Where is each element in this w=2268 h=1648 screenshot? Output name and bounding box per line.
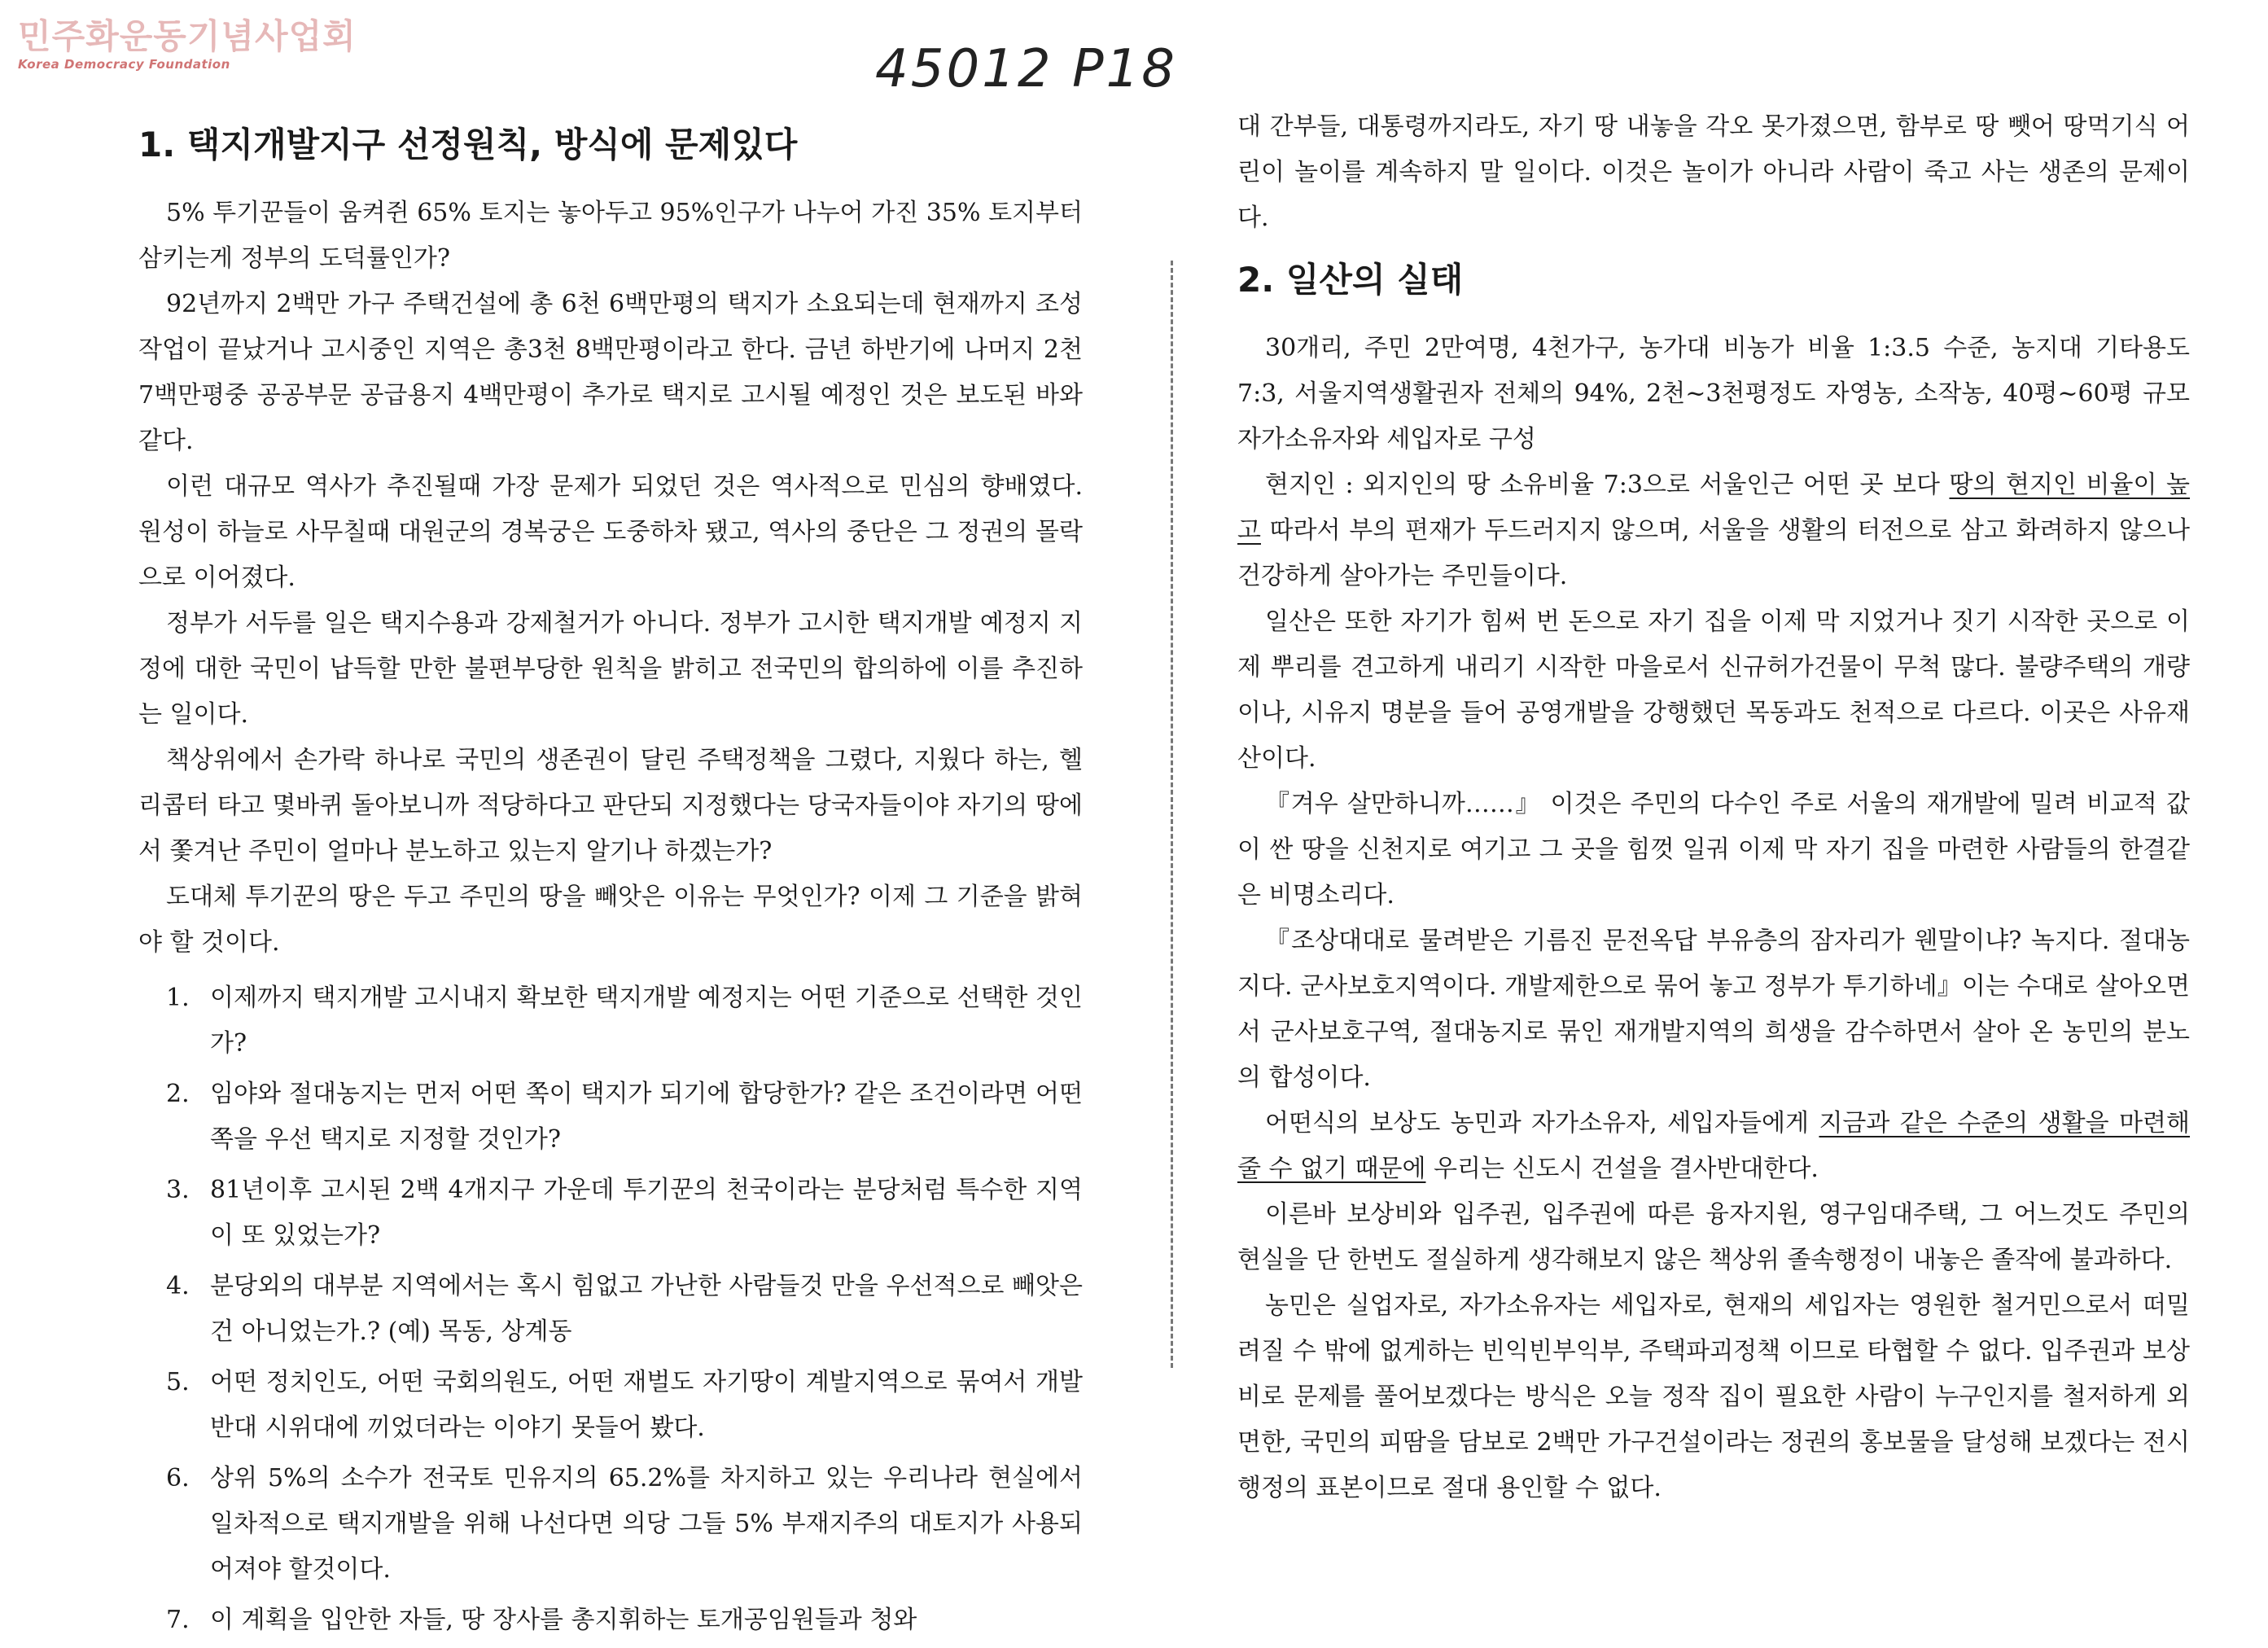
handwritten-note: 45012 P18 [875,39,1177,99]
right-column [1237,104,2190,1511]
paragraph: 도대체 투기꾼의 땅은 두고 주민의 땅을 빼앗은 이유는 무엇인가? 이제 그 기준을 밝혀야 할 것이다. [138,883,1083,957]
section-1-heading: 1. 택지개발지구 선정원칙, 방식에 문제있다 [138,125,798,164]
section-2-heading: 2. 일산의 실태 [1237,260,1464,300]
list-text: 상위 5%의 소수가 전국토 민유지의 65.2%를 차지하고 있는 우리나라 현실에서 일차적으로 택지개발을 위해 나선다면 의당 그들 5% 부재지주의 대토지가 사용되어져야 할것이다. [210,1464,1083,1584]
list-number: 7. [166,1606,190,1634]
paragraph: 이런 대규모 역사가 추진될때 가장 문제가 되었던 것은 역사적으로 민심의 향배였다. 원성이 하늘로 사무칠때 대원군의 경복궁은 도중하차 됐고, 역사의 중단은 그 정권의 몰락으로 이어졌다. [138,472,1083,592]
continued-paragraph: 대 간부들, 대통령까지라도, 자기 땅 내놓을 각오 못가졌으면, 함부로 땅 뺏어 땅먹기식 어린이 놀이를 계속하지 말 일이다. 이것은 놀이가 아니라 사람이 죽고 사는 생존의 문제이다. [1237,112,2190,232]
list-item [138,1264,1083,1355]
list-text: 분당외의 대부분 지역에서는 혹시 힘없고 가난한 사람들것 만을 우선적으로 빼앗은건 아니었는가.? (예) 목동, 상계동 [210,1272,1083,1346]
text-run: 현지인 : 외지인의 땅 소유비율 7:3으로 서울인근 어떤 곳 보다 [1265,471,1950,499]
paragraph: 『조상대대로 물려받은 기름진 문전옥답 부유층의 잠자리가 웬말이냐? 녹지다. 절대농지다. 군사보호지역이다. 개발제한으로 묶어 놓고 정부가 투기하네』이는 수대로 살아오면서 군사보호구역, 절대농지로 묶인 재개발지역의 희생을 감수하면서 살아 온 농민의 분노의 합성이다. [1237,927,2190,1092]
list-item [138,975,1083,1067]
list-item [138,1360,1083,1451]
paragraph [1237,1101,2190,1192]
list-text: 81년이후 고시된 2백 4개지구 가운데 투기꾼의 천국이라는 분당처럼 특수한 지역이 또 있었는가? [210,1176,1083,1250]
underlined-text: 땅의 현지인 비율이 높고 [1237,471,2190,545]
foundation-watermark [18,16,357,72]
list-number: 2. [166,1080,190,1108]
paragraph: 일산은 또한 자기가 힘써 번 돈으로 자기 집을 이제 막 지었거나 짓기 시작한 곳으로 이제 뿌리를 견고하게 내리기 시작한 마을로서 신규허가건물이 무척 많다. 불량주택의 개량이나, 시유지 명분을 들어 공영개발을 강행했던 목동과도 천적으로 다르다. 이곳은 사유재산이다. [1237,607,2190,773]
underlined-text: 지금과 같은 수준의 생활을 마련해 줄 수 없기 때문에 [1237,1109,2191,1183]
list-item [138,1456,1083,1593]
watermark-korean: 민주화운동기념사업회 [18,16,357,56]
list-item [138,1072,1083,1163]
list-text: 임야와 절대농지는 먼저 어떤 쪽이 택지가 되기에 합당한가? 같은 조건이라면 어떤 쪽을 우선 택지로 지정할 것인가? [210,1080,1083,1154]
paragraph: 92년까지 2백만 가구 주택건설에 총 6천 6백만평의 택지가 소요되는데 현재까지 조성작업이 끝났거나 고시중인 지역은 총3천 8백만평이라고 한다. 금년 하반기에 나머지 2천 7백만평중 공공부문 공급용지 4백만평이 추가로 택지로 고시될 예정인 것은 보도된 바와 같다. [138,290,1083,455]
list-text: 이 계획을 입안한 자들, 땅 장사를 총지휘하는 토개공임원들과 청와 [210,1606,917,1634]
list-item [138,1168,1083,1259]
list-number: 4. [166,1272,190,1300]
list-text: 이제까지 택지개발 고시내지 확보한 택지개발 예정지는 어떤 기준으로 선택한 것인가? [210,984,1083,1058]
criteria-list [138,975,1083,1643]
text-run: 우리는 신도시 건설을 결사반대한다. [1425,1155,1819,1183]
list-number: 5. [166,1368,190,1396]
text-run: 따라서 부의 편재가 두드러지지 않으며, 서울을 생활의 터전으로 삼고 화려하지 않으나 건강하게 살아가는 주민들이다. [1237,516,2190,590]
paragraph [1237,462,2190,599]
list-item [138,1598,1083,1643]
paragraph: 농민은 실업자로, 자가소유자는 세입자로, 현재의 세입자는 영원한 철거민으로서 떠밀려질 수 밖에 없게하는 빈익빈부익부, 주택파괴정책 이므로 타협할 수 없다. 입주권과 보상비로 문제를 풀어보겠다는 방식은 오늘 정작 집이 필요한 사람이 누구인지를 철저하게 외면한, 국민의 피땀을 담보로 2백만 가구건설이라는 정권의 홍보물을 달성해 보겠다는 전시행정의 표본이므로 절대 용인할 수 없다. [1237,1291,2190,1502]
text-run: 어떤식의 보상도 농민과 자가소유자, 세입자들에게 [1265,1109,1819,1137]
paragraph: 5% 투기꾼들이 움켜쥔 65% 토지는 놓아두고 95%인구가 나누어 가진 35% 토지부터 삼키는게 정부의 도덕률인가? [138,199,1083,273]
paragraph: 정부가 서두를 일은 택지수용과 강제철거가 아니다. 정부가 고시한 택지개발 예정지 지정에 대한 국민이 납득할 만한 불편부당한 원칙을 밝히고 전국민의 합의하에 이를 추진하는 일이다. [138,609,1083,729]
paragraph: 『겨우 살만하니까……』 이것은 주민의 다수인 주로 서울의 재개발에 밀려 비교적 값이 싼 땅을 신천지로 여기고 그 곳을 힘껏 일궈 이제 막 자기 집을 마련한 사람들의 한결같은 비명소리다. [1237,790,2190,909]
column-divider [1171,261,1173,1368]
paragraph: 책상위에서 손가락 하나로 국민의 생존권이 달린 주택정책을 그렸다, 지웠다 하는, 헬리콥터 타고 몇바퀴 돌아보니까 적당하다고 판단되 지정했다는 당국자들이야 자기의 땅에서 쫓겨난 주민이 얼마나 분노하고 있는지 알기나 하겠는가? [138,746,1083,866]
paragraph: 이른바 보상비와 입주권, 입주권에 따른 융자지원, 영구임대주택, 그 어느것도 주민의 현실을 단 한번도 절실하게 생각해보지 않은 책상위 졸속행정이 내놓은 졸작에 불과하다. [1237,1200,2190,1274]
list-number: 3. [166,1176,190,1204]
watermark-english: Korea Democracy Foundation [18,57,230,72]
left-column [138,106,1083,1648]
list-number: 6. [166,1464,190,1492]
list-text: 어떤 정치인도, 어떤 국회의원도, 어떤 재벌도 자기땅이 계발지역으로 묶여서 개발반대 시위대에 끼었더라는 이야기 못들어 봤다. [210,1368,1083,1442]
list-number: 1. [166,984,190,1012]
paragraph: 30개리, 주민 2만여명, 4천가구, 농가대 비농가 비율 1:3.5 수준, 농지대 기타용도 7:3, 서울지역생활권자 전체의 94%, 2천~3천평정도 자영농, 소작농, 40평~60평 규모 자가소유자와 세입자로 구성 [1237,334,2190,454]
